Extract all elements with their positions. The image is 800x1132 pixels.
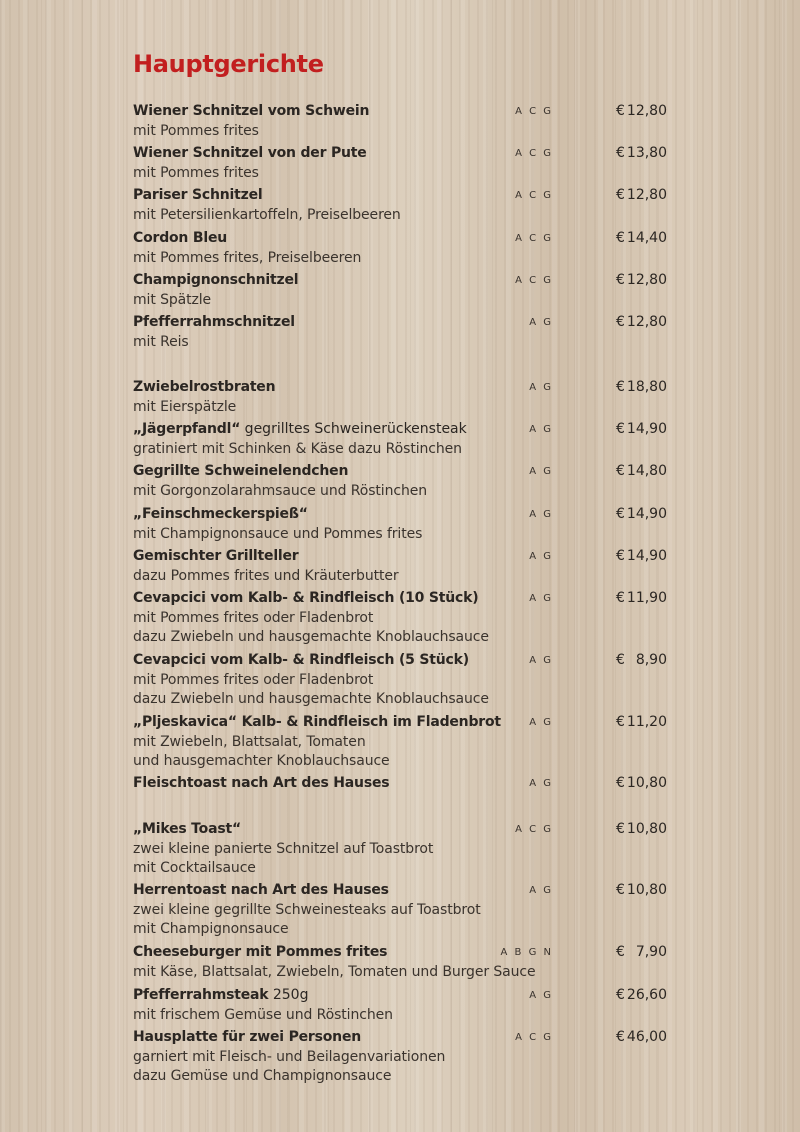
menu-item (133, 651, 673, 710)
price-value: 8,90 (635, 652, 667, 668)
price-value: 12,80 (626, 103, 667, 119)
menu-item (133, 943, 673, 982)
menu-item-header (133, 313, 673, 333)
price-value: 14,80 (626, 463, 667, 479)
allergen-codes: A C G (515, 148, 553, 159)
allergen-codes: A B G N (500, 947, 553, 958)
menu-item-header (133, 881, 673, 901)
dish-description: mit Cocktailsauce (133, 860, 256, 876)
dish-name: „Pljeskavica“ Kalb- & Rindfleisch im Fladenbrot (133, 714, 501, 730)
dish-name: Gemischter Grillteller (133, 548, 299, 564)
price (616, 820, 667, 840)
currency-symbol: € (616, 145, 625, 161)
dish-name: „Mikes Toast“ (133, 821, 241, 837)
price-value: 14,90 (626, 548, 667, 564)
allergen-codes: A C G (515, 233, 553, 244)
price-value: 13,80 (626, 145, 667, 161)
currency-symbol: € (616, 187, 625, 203)
section-title: Hauptgerichte (133, 50, 324, 78)
dish-description: mit Pommes frites oder Fladenbrot (133, 609, 374, 626)
dish-description: mit Pommes frites oder Fladenbrot (133, 671, 374, 688)
menu-item-header (133, 774, 673, 794)
price-value: 14,90 (626, 421, 667, 437)
price (616, 1028, 667, 1048)
price (616, 144, 667, 164)
menu-item-header (133, 820, 673, 840)
currency-symbol: € (616, 314, 625, 330)
allergen-codes: A G (529, 466, 553, 477)
dish-name: Cevapcici vom Kalb- & Rindfleisch (5 Stück) (133, 652, 469, 668)
price (616, 774, 667, 794)
price-value: 10,80 (626, 775, 667, 791)
menu-item (133, 229, 673, 268)
menu-item (133, 313, 673, 352)
dish-description: dazu Gemüse und Champignonsauce (133, 1068, 392, 1084)
price-value: 11,20 (626, 714, 667, 730)
price-value: 11,90 (626, 590, 667, 606)
menu-item-header (133, 102, 673, 122)
allergen-codes: A G (529, 717, 553, 728)
menu-item-header (133, 186, 673, 206)
dish-description: mit Gorgonzolarahmsauce und Röstinchen (133, 482, 428, 499)
allergen-codes: A C G (515, 106, 553, 117)
currency-symbol: € (616, 421, 625, 437)
dish-description: zwei kleine panierte Schnitzel auf Toastbrot (133, 840, 434, 857)
price (616, 881, 667, 901)
menu-item-header (133, 378, 673, 398)
allergen-codes: A G (529, 778, 553, 789)
dish-description: mit frischem Gemüse und Röstinchen (133, 1006, 393, 1023)
currency-symbol: € (616, 821, 625, 837)
dish-description: gratiniert mit Schinken & Käse dazu Röstinchen (133, 440, 462, 457)
dish-description: mit Pommes frites (133, 122, 259, 139)
dish-name-suffix: gegrilltes Schweinerückensteak (240, 421, 467, 437)
menu-item (133, 547, 673, 586)
menu-item (133, 102, 673, 141)
menu-item-header (133, 229, 673, 249)
dish-description: mit Pommes frites, Preiselbeeren (133, 249, 362, 266)
menu-item (133, 186, 673, 225)
price-value: 26,60 (626, 987, 667, 1003)
menu-item (133, 505, 673, 544)
price (616, 547, 667, 567)
dish-description: mit Petersilienkartoffeln, Preiselbeeren (133, 206, 401, 223)
menu-item (133, 1028, 673, 1087)
price (616, 378, 667, 398)
menu-item-header (133, 713, 673, 733)
price (616, 713, 667, 733)
menu-item-header (133, 505, 673, 525)
dish-description: mit Spätzle (133, 291, 212, 308)
dish-description: mit Reis (133, 333, 189, 350)
dish-description: zwei kleine gegrillte Schweinesteaks auf Toastbrot (133, 901, 481, 918)
currency-symbol: € (616, 882, 625, 898)
allergen-codes: A C G (515, 1032, 553, 1043)
price-value: 18,80 (626, 379, 667, 395)
currency-symbol: € (616, 944, 625, 960)
dish-name: Cevapcici vom Kalb- & Rindfleisch (10 Stück) (133, 590, 479, 606)
allergen-codes: A G (529, 990, 553, 1001)
dish-description: dazu Pommes frites und Kräuterbutter (133, 567, 399, 584)
menu-item (133, 774, 673, 794)
price (616, 229, 667, 249)
currency-symbol: € (616, 590, 625, 606)
price-value: 12,80 (626, 187, 667, 203)
dish-name: Pariser Schnitzel (133, 187, 263, 203)
dish-name: „Feinschmeckerspieß“ (133, 506, 308, 522)
currency-symbol: € (616, 652, 625, 668)
price-value: 12,80 (626, 314, 667, 330)
dish-name: Pfefferrahmschnitzel (133, 314, 295, 330)
price (616, 462, 667, 482)
price (616, 589, 667, 609)
allergen-codes: A C G (515, 824, 553, 835)
menu-item (133, 589, 673, 648)
dish-name: Cordon Bleu (133, 230, 228, 246)
dish-description: dazu Zwiebeln und hausgemachte Knoblauchsauce (133, 629, 489, 645)
currency-symbol: € (616, 987, 625, 1003)
dish-name: Pfefferrahmsteak (133, 987, 269, 1003)
price-value: 10,80 (626, 821, 667, 837)
price (616, 102, 667, 122)
currency-symbol: € (616, 1029, 625, 1045)
menu-item-header (133, 986, 673, 1006)
allergen-codes: A G (529, 509, 553, 520)
currency-symbol: € (616, 379, 625, 395)
allergen-codes: A C G (515, 190, 553, 201)
dish-name: Wiener Schnitzel von der Pute (133, 145, 367, 161)
currency-symbol: € (616, 230, 625, 246)
dish-description: mit Champignonsauce und Pommes frites (133, 525, 423, 542)
dish-description: mit Eierspätzle (133, 398, 237, 415)
price (616, 186, 667, 206)
menu-item (133, 378, 673, 417)
menu-item (133, 986, 673, 1025)
allergen-codes: A G (529, 382, 553, 393)
dish-name: Fleischtoast nach Art des Hauses (133, 775, 390, 791)
menu-item-header (133, 943, 673, 963)
allergen-codes: A G (529, 593, 553, 604)
menu-item-header (133, 547, 673, 567)
dish-name: Zwiebelrostbraten (133, 379, 276, 395)
price-value: 14,90 (626, 506, 667, 522)
allergen-codes: A G (529, 655, 553, 666)
menu-item-header (133, 271, 673, 291)
price (616, 986, 667, 1006)
price-value: 14,40 (626, 230, 667, 246)
dish-name: Wiener Schnitzel vom Schwein (133, 103, 370, 119)
dish-name-suffix: 250g (268, 987, 309, 1003)
price (616, 271, 667, 291)
dish-description: garniert mit Fleisch- und Beilagenvariationen (133, 1048, 446, 1065)
dish-name: Hausplatte für zwei Personen (133, 1029, 362, 1045)
menu-item-header (133, 1028, 673, 1048)
menu-item (133, 144, 673, 183)
dish-description: mit Pommes frites (133, 164, 259, 181)
menu-item-header (133, 144, 673, 164)
dish-description: mit Käse, Blattsalat, Zwiebeln, Tomaten und Burger Sauce (133, 963, 536, 980)
currency-symbol: € (616, 548, 625, 564)
price (616, 943, 667, 963)
price (616, 313, 667, 333)
dish-description: mit Zwiebeln, Blattsalat, Tomaten (133, 733, 366, 750)
currency-symbol: € (616, 103, 625, 119)
menu-item (133, 420, 673, 459)
allergen-codes: A G (529, 885, 553, 896)
menu-item-header (133, 420, 673, 440)
dish-name: Cheeseburger mit Pommes frites (133, 944, 388, 960)
price-value: 7,90 (635, 944, 667, 960)
dish-name: Champignonschnitzel (133, 272, 299, 288)
menu-item-header (133, 651, 673, 671)
price (616, 505, 667, 525)
allergen-codes: A G (529, 317, 553, 328)
menu-item-header (133, 589, 673, 609)
menu-item (133, 820, 673, 879)
dish-name: „Jägerpfandl“ (133, 421, 241, 437)
dish-name: Gegrillte Schweinelendchen (133, 463, 349, 479)
currency-symbol: € (616, 506, 625, 522)
dish-description: und hausgemachter Knoblauchsauce (133, 753, 390, 769)
currency-symbol: € (616, 463, 625, 479)
price-value: 46,00 (626, 1029, 667, 1045)
price (616, 651, 667, 671)
menu-item (133, 271, 673, 310)
allergen-codes: A C G (515, 275, 553, 286)
dish-description: mit Champignonsauce (133, 921, 289, 937)
currency-symbol: € (616, 714, 625, 730)
menu-item (133, 462, 673, 501)
price (616, 420, 667, 440)
menu-item (133, 713, 673, 772)
dish-name: Herrentoast nach Art des Hauses (133, 882, 389, 898)
currency-symbol: € (616, 775, 625, 791)
price-value: 12,80 (626, 272, 667, 288)
menu-item (133, 881, 673, 940)
currency-symbol: € (616, 272, 625, 288)
allergen-codes: A G (529, 551, 553, 562)
price-value: 10,80 (626, 882, 667, 898)
menu-item-header (133, 462, 673, 482)
allergen-codes: A G (529, 424, 553, 435)
dish-description: dazu Zwiebeln und hausgemachte Knoblauchsauce (133, 691, 489, 707)
